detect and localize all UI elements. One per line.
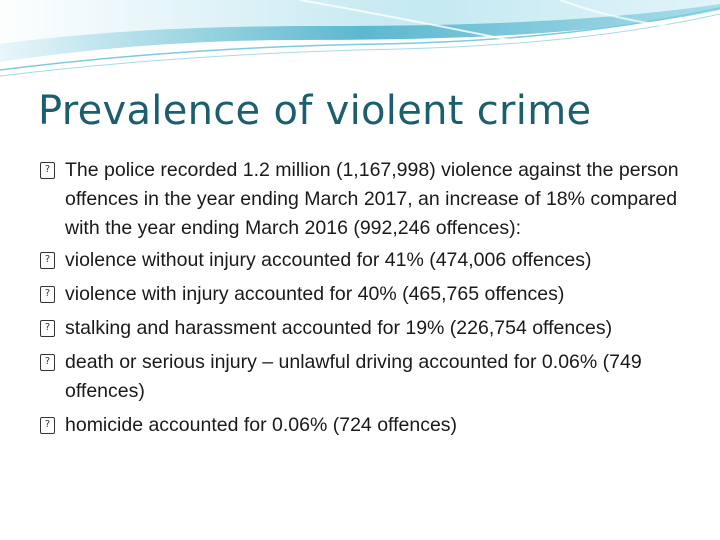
bullet-text: violence with injury accounted for 40% (465,765 offences): [65, 283, 565, 305]
bullet-item: [40, 348, 700, 406]
bullet-item: [40, 280, 700, 309]
bullet-text: The police recorded 1.2 million (1,167,998) violence against the person offences in the year ending March 2017, an increase of 18% compared with the year ending March 2016 (992,246 offences):: [65, 159, 679, 239]
bullet-item: [40, 246, 700, 275]
bullet-item: [40, 411, 700, 440]
bullet-list: [40, 156, 700, 445]
missing-glyph-box-icon: ?: [40, 417, 55, 434]
bullet-text: homicide accounted for 0.06% (724 offences): [65, 414, 458, 436]
missing-glyph-box-icon: ?: [40, 320, 55, 337]
missing-glyph-box-icon: ?: [40, 252, 55, 269]
bullet-item: [40, 156, 700, 243]
slide-title: Prevalence of violent crime: [38, 88, 592, 134]
missing-glyph-box-icon: ?: [40, 354, 55, 371]
bullet-text: death or serious injury – unlawful driving accounted for 0.06% (749 offences): [65, 351, 642, 402]
bullet-text: violence without injury accounted for 41% (474,006 offences): [65, 249, 592, 271]
missing-glyph-box-icon: ?: [40, 286, 55, 303]
bullet-text: stalking and harassment accounted for 19% (226,754 offences): [65, 317, 613, 339]
bullet-item: [40, 314, 700, 343]
missing-glyph-box-icon: ?: [40, 162, 55, 179]
